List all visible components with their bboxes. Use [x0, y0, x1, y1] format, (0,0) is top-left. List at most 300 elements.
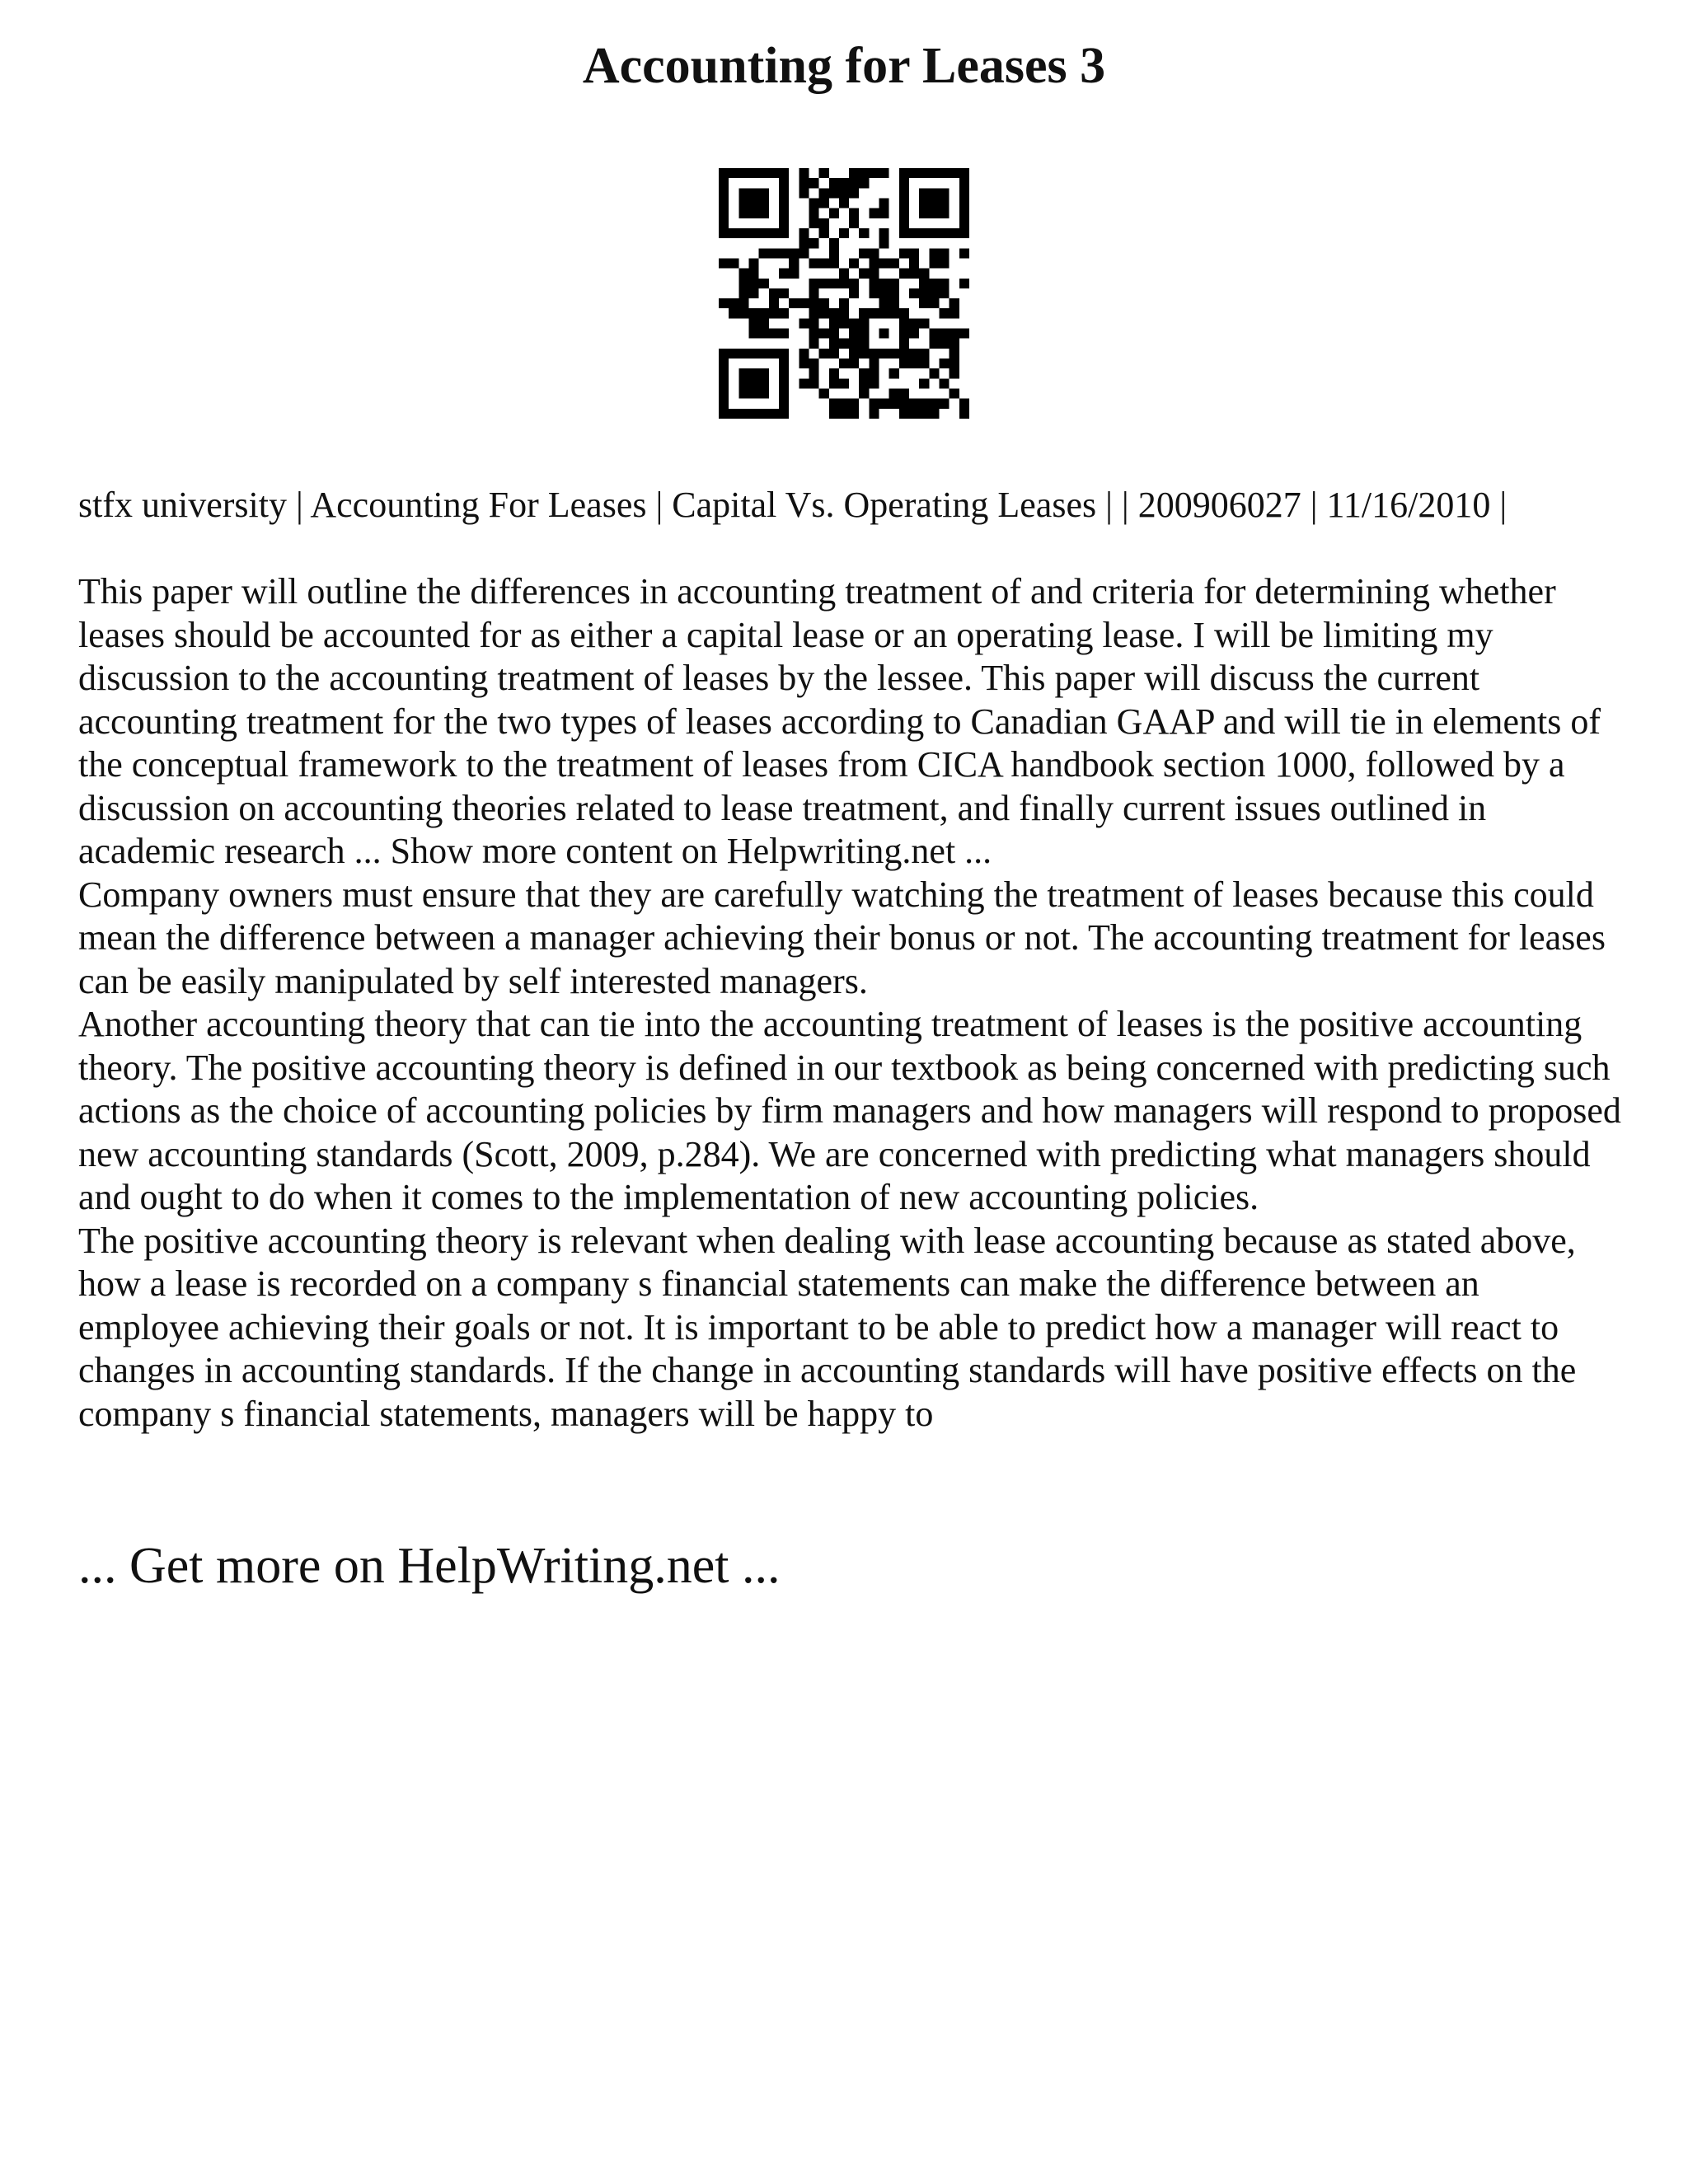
qr-module [909, 228, 919, 238]
qr-module [719, 389, 729, 399]
qr-module [769, 329, 779, 339]
qr-module [889, 308, 899, 318]
qr-module [940, 168, 950, 178]
qr-module [829, 378, 839, 388]
qr-module [889, 389, 899, 399]
qr-module [940, 288, 950, 298]
qr-module [959, 188, 969, 198]
qr-module [889, 368, 899, 378]
qr-module [719, 359, 729, 368]
qr-module [859, 178, 869, 188]
qr-module [809, 308, 818, 318]
qr-module [889, 288, 899, 298]
qr-module [829, 329, 839, 339]
qr-module [909, 349, 919, 359]
qr-module [729, 258, 738, 268]
qr-module [859, 168, 869, 178]
qr-module [809, 359, 818, 368]
qr-module [748, 349, 758, 359]
qr-module [738, 349, 748, 359]
qr-module [779, 218, 789, 228]
qr-module [819, 218, 829, 228]
qr-module [849, 399, 859, 409]
qr-module [929, 188, 939, 198]
qr-module [909, 359, 919, 368]
qr-module [819, 329, 829, 339]
qr-module [869, 248, 879, 258]
qr-module [769, 288, 779, 298]
qr-module [929, 339, 939, 349]
qr-module [719, 188, 729, 198]
qr-code-icon [719, 168, 969, 419]
qr-module [909, 329, 919, 339]
qr-module [859, 339, 869, 349]
qr-module [729, 168, 738, 178]
qr-module [809, 288, 818, 298]
qr-module [819, 389, 829, 399]
qr-module [919, 409, 929, 419]
qr-module [899, 168, 909, 178]
qr-module [899, 218, 909, 228]
qr-module [869, 279, 879, 288]
qr-module [959, 329, 969, 339]
qr-module [809, 279, 818, 288]
qr-module [940, 399, 950, 409]
qr-module [809, 378, 818, 388]
qr-module [719, 228, 729, 238]
qr-module [759, 349, 769, 359]
qr-module [769, 409, 779, 419]
qr-module [959, 279, 969, 288]
qr-module [839, 269, 849, 279]
qr-module [759, 409, 769, 419]
qr-module [849, 288, 859, 298]
qr-module [879, 288, 889, 298]
qr-module [839, 399, 849, 409]
qr-module [899, 359, 909, 368]
qr-module [769, 168, 779, 178]
qr-module [769, 308, 779, 318]
qr-module [779, 349, 789, 359]
qr-module [789, 269, 799, 279]
qr-module [940, 339, 950, 349]
qr-module [748, 258, 758, 268]
qr-module [950, 389, 959, 399]
qr-module [829, 248, 839, 258]
qr-module [909, 269, 919, 279]
qr-module [899, 308, 909, 318]
qr-module [959, 218, 969, 228]
qr-module [899, 209, 909, 218]
qr-module [849, 258, 859, 268]
qr-module [799, 318, 809, 328]
qr-module [779, 359, 789, 368]
qr-module [859, 228, 869, 238]
qr-module [950, 339, 959, 349]
qr-module [839, 228, 849, 238]
qr-module [879, 228, 889, 238]
qr-module [869, 399, 879, 409]
qr-module [839, 178, 849, 188]
qr-module [899, 389, 909, 399]
qr-module [809, 298, 818, 308]
qr-module [859, 248, 869, 258]
qr-module [799, 359, 809, 368]
qr-module [919, 359, 929, 368]
body-paragraph: The positive accounting theory is relevant when dealing with lease accounting because as stated above, how a lease is recorded on a company s financial statements can make the difference between an employee achieving their goals or not. It is important to be able to predict how a manager will react to changes in accounting standards. If the change in accounting standards will have positive effects on the company s financial statements, managers will be happy to [78, 1220, 1577, 1434]
qr-module [919, 188, 929, 198]
qr-module [748, 409, 758, 419]
qr-module [899, 188, 909, 198]
qr-module [839, 359, 849, 368]
qr-module [829, 209, 839, 218]
qr-module [929, 258, 939, 268]
qr-code-icon-svg [719, 168, 969, 419]
qr-module [748, 269, 758, 279]
qr-module [859, 308, 869, 318]
qr-module [769, 248, 779, 258]
qr-module [879, 198, 889, 208]
qr-module [748, 318, 758, 328]
qr-module [748, 308, 758, 318]
qr-module [869, 258, 879, 268]
qr-module [748, 389, 758, 399]
qr-module [819, 168, 829, 178]
qr-module [759, 308, 769, 318]
qr-module [929, 409, 939, 419]
qr-module [849, 359, 859, 368]
qr-module [829, 349, 839, 359]
qr-module [719, 198, 729, 208]
qr-module [738, 298, 748, 308]
qr-module [959, 209, 969, 218]
qr-module [940, 359, 950, 368]
qr-module [950, 329, 959, 339]
qr-module [779, 368, 789, 378]
qr-module [879, 238, 889, 248]
qr-module [919, 318, 929, 328]
qr-module [859, 368, 869, 378]
qr-module [950, 298, 959, 308]
qr-module [748, 288, 758, 298]
qr-module [889, 349, 899, 359]
qr-module [859, 329, 869, 339]
qr-module [940, 378, 950, 388]
qr-module [738, 188, 748, 198]
qr-module [789, 298, 799, 308]
qr-module [950, 308, 959, 318]
qr-module [869, 269, 879, 279]
qr-module [799, 178, 809, 188]
qr-module [809, 329, 818, 339]
qr-module [769, 298, 779, 308]
qr-module [889, 298, 899, 308]
qr-module [849, 279, 859, 288]
qr-module [950, 349, 959, 359]
qr-module [919, 209, 929, 218]
qr-module [719, 258, 729, 268]
qr-module [919, 399, 929, 409]
qr-module [909, 409, 919, 419]
qr-module [748, 378, 758, 388]
qr-module [919, 168, 929, 178]
qr-module [759, 198, 769, 208]
qr-module [748, 228, 758, 238]
qr-module [849, 218, 859, 228]
qr-module [950, 368, 959, 378]
qr-module [719, 218, 729, 228]
qr-module [829, 279, 839, 288]
qr-module [929, 399, 939, 409]
qr-module [909, 248, 919, 258]
qr-module [849, 349, 859, 359]
qr-module [849, 209, 859, 218]
qr-module [759, 279, 769, 288]
qr-module [799, 228, 809, 238]
qr-module [729, 308, 738, 318]
qr-module [819, 298, 829, 308]
qr-module [779, 188, 789, 198]
qr-module [759, 329, 769, 339]
qr-module [859, 378, 869, 388]
document-title: Accounting for Leases 3 [582, 38, 1106, 94]
body-paragraph: This paper will outline the differences in accounting treatment of and criteria for determining whether leases should be accounted for as either a capital lease or an operating lease. I will be limiting my discussion to the accounting treatment of leases by the lessee. This paper will discuss the current accounting treatment for the two types of leases according to Canadian GAAP and will tie in elements of the conceptual framework to the treatment of leases from CICA handbook section 1000, followed by a discussion on accounting theories related to lease treatment, and finally current issues outlined in academic research ... Show more content on Helpwriting.net ... [78, 571, 1601, 871]
qr-module [959, 178, 969, 188]
qr-module [879, 209, 889, 218]
qr-module [759, 168, 769, 178]
qr-module [748, 168, 758, 178]
qr-module [809, 218, 818, 228]
qr-module [809, 368, 818, 378]
qr-module [859, 318, 869, 328]
qr-module [879, 329, 889, 339]
qr-module [879, 298, 889, 308]
qr-module [839, 409, 849, 419]
qr-module [919, 378, 929, 388]
qr-module [940, 188, 950, 198]
qr-module [729, 228, 738, 238]
qr-module [899, 318, 909, 328]
qr-module [929, 248, 939, 258]
qr-module [929, 288, 939, 298]
qr-module [869, 368, 879, 378]
qr-module [940, 308, 950, 318]
qr-module [759, 389, 769, 399]
qr-module [759, 378, 769, 388]
qr-module [779, 399, 789, 409]
qr-module [738, 409, 748, 419]
qr-module [809, 178, 818, 188]
qr-module [849, 339, 859, 349]
qr-module [729, 409, 738, 419]
qr-module [799, 248, 809, 258]
qr-module [929, 198, 939, 208]
qr-module [889, 399, 899, 409]
qr-module [869, 349, 879, 359]
qr-module [889, 279, 899, 288]
qr-module [779, 389, 789, 399]
qr-module [849, 178, 859, 188]
qr-module [759, 248, 769, 258]
qr-module [779, 198, 789, 208]
qr-module [769, 349, 779, 359]
qr-module [729, 298, 738, 308]
qr-module [719, 209, 729, 218]
qr-module [919, 198, 929, 208]
qr-module [940, 209, 950, 218]
qr-module [799, 349, 809, 359]
qr-module [929, 279, 939, 288]
qr-module [929, 228, 939, 238]
qr-module [909, 399, 919, 409]
qr-module [759, 228, 769, 238]
qr-module [799, 188, 809, 198]
qr-module [819, 188, 829, 198]
qr-module [839, 308, 849, 318]
qr-module [829, 238, 839, 248]
qr-module [738, 269, 748, 279]
qr-module [829, 188, 839, 198]
qr-module [859, 269, 869, 279]
qr-module [940, 279, 950, 288]
qr-module [759, 368, 769, 378]
qr-module [909, 258, 919, 268]
qr-module [729, 349, 738, 359]
qr-module [959, 228, 969, 238]
qr-module [829, 178, 839, 188]
qr-module [829, 409, 839, 419]
qr-module [719, 349, 729, 359]
qr-module [959, 399, 969, 409]
qr-module [919, 298, 929, 308]
qr-module [899, 198, 909, 208]
body-paragraph: Another accounting theory that can tie into the accounting treatment of leases is the positive accounting theory. The positive accounting theory is defined in our textbook as being concerned with predicting such actions as the choice of accounting policies by firm managers and how managers will respond to proposed new accounting standards (Scott, 2009, p.284). We are concerned with predicting what managers should and ought to do when it comes to the implementation of new accounting policies. [78, 1004, 1621, 1217]
document-body [78, 570, 1624, 1436]
qr-module [899, 399, 909, 409]
qr-module [789, 248, 799, 258]
qr-module [940, 248, 950, 258]
qr-module [879, 308, 889, 318]
qr-module [748, 188, 758, 198]
qr-module [859, 389, 869, 399]
qr-module [819, 258, 829, 268]
qr-module [909, 168, 919, 178]
qr-module [879, 349, 889, 359]
qr-module [919, 349, 929, 359]
qr-module [899, 329, 909, 339]
qr-module [919, 228, 929, 238]
qr-module [929, 368, 939, 378]
qr-module [738, 279, 748, 288]
qr-module [819, 308, 829, 318]
qr-module [849, 188, 859, 198]
qr-module [799, 298, 809, 308]
qr-module [929, 298, 939, 308]
qr-module [809, 339, 818, 349]
qr-module [929, 329, 939, 339]
qr-module [738, 378, 748, 388]
qr-module [959, 409, 969, 419]
qr-module [950, 168, 959, 178]
qr-module [849, 409, 859, 419]
qr-module [748, 209, 758, 218]
qr-module [738, 389, 748, 399]
qr-module [779, 248, 789, 258]
qr-module [809, 318, 818, 328]
qr-module [919, 269, 929, 279]
qr-module [959, 168, 969, 178]
qr-module [849, 318, 859, 328]
qr-module [869, 168, 879, 178]
qr-module [829, 318, 839, 328]
qr-module [899, 339, 909, 349]
qr-module [748, 329, 758, 339]
qr-module [738, 209, 748, 218]
qr-module [779, 168, 789, 178]
qr-module [899, 409, 909, 419]
qr-module [719, 378, 729, 388]
qr-module [839, 198, 849, 208]
qr-module [940, 258, 950, 268]
qr-module [879, 399, 889, 409]
qr-module [759, 188, 769, 198]
qr-module [748, 368, 758, 378]
qr-module [950, 359, 959, 368]
qr-module [779, 209, 789, 218]
qr-module [829, 399, 839, 409]
qr-module [839, 188, 849, 198]
qr-module [829, 339, 839, 349]
qr-module [779, 288, 789, 298]
qr-module [889, 258, 899, 268]
qr-module [899, 248, 909, 258]
qr-module [819, 198, 829, 208]
qr-module [849, 329, 859, 339]
qr-module [869, 409, 879, 419]
qr-module [899, 178, 909, 188]
qr-module [849, 168, 859, 178]
qr-module [959, 248, 969, 258]
qr-module [819, 279, 829, 288]
qr-module [929, 168, 939, 178]
qr-module [869, 359, 879, 368]
qr-module [779, 329, 789, 339]
qr-module [899, 228, 909, 238]
qr-module [779, 308, 789, 318]
qr-module [909, 318, 919, 328]
qr-module [759, 318, 769, 328]
qr-module [819, 349, 829, 359]
qr-module [809, 209, 818, 218]
get-more-link[interactable]: ... Get more on HelpWriting.net ... [78, 1538, 781, 1594]
qr-module [738, 288, 748, 298]
qr-module [719, 168, 729, 178]
qr-module [839, 378, 849, 388]
qr-module [759, 209, 769, 218]
qr-module [839, 339, 849, 349]
qr-module [738, 308, 748, 318]
qr-module [950, 228, 959, 238]
qr-module [779, 228, 789, 238]
qr-module [779, 178, 789, 188]
qr-module [899, 349, 909, 359]
qr-module [748, 198, 758, 208]
qr-module [829, 308, 839, 318]
qr-module [719, 298, 729, 308]
qr-module [859, 349, 869, 359]
qr-module [748, 279, 758, 288]
qr-module [839, 318, 849, 328]
